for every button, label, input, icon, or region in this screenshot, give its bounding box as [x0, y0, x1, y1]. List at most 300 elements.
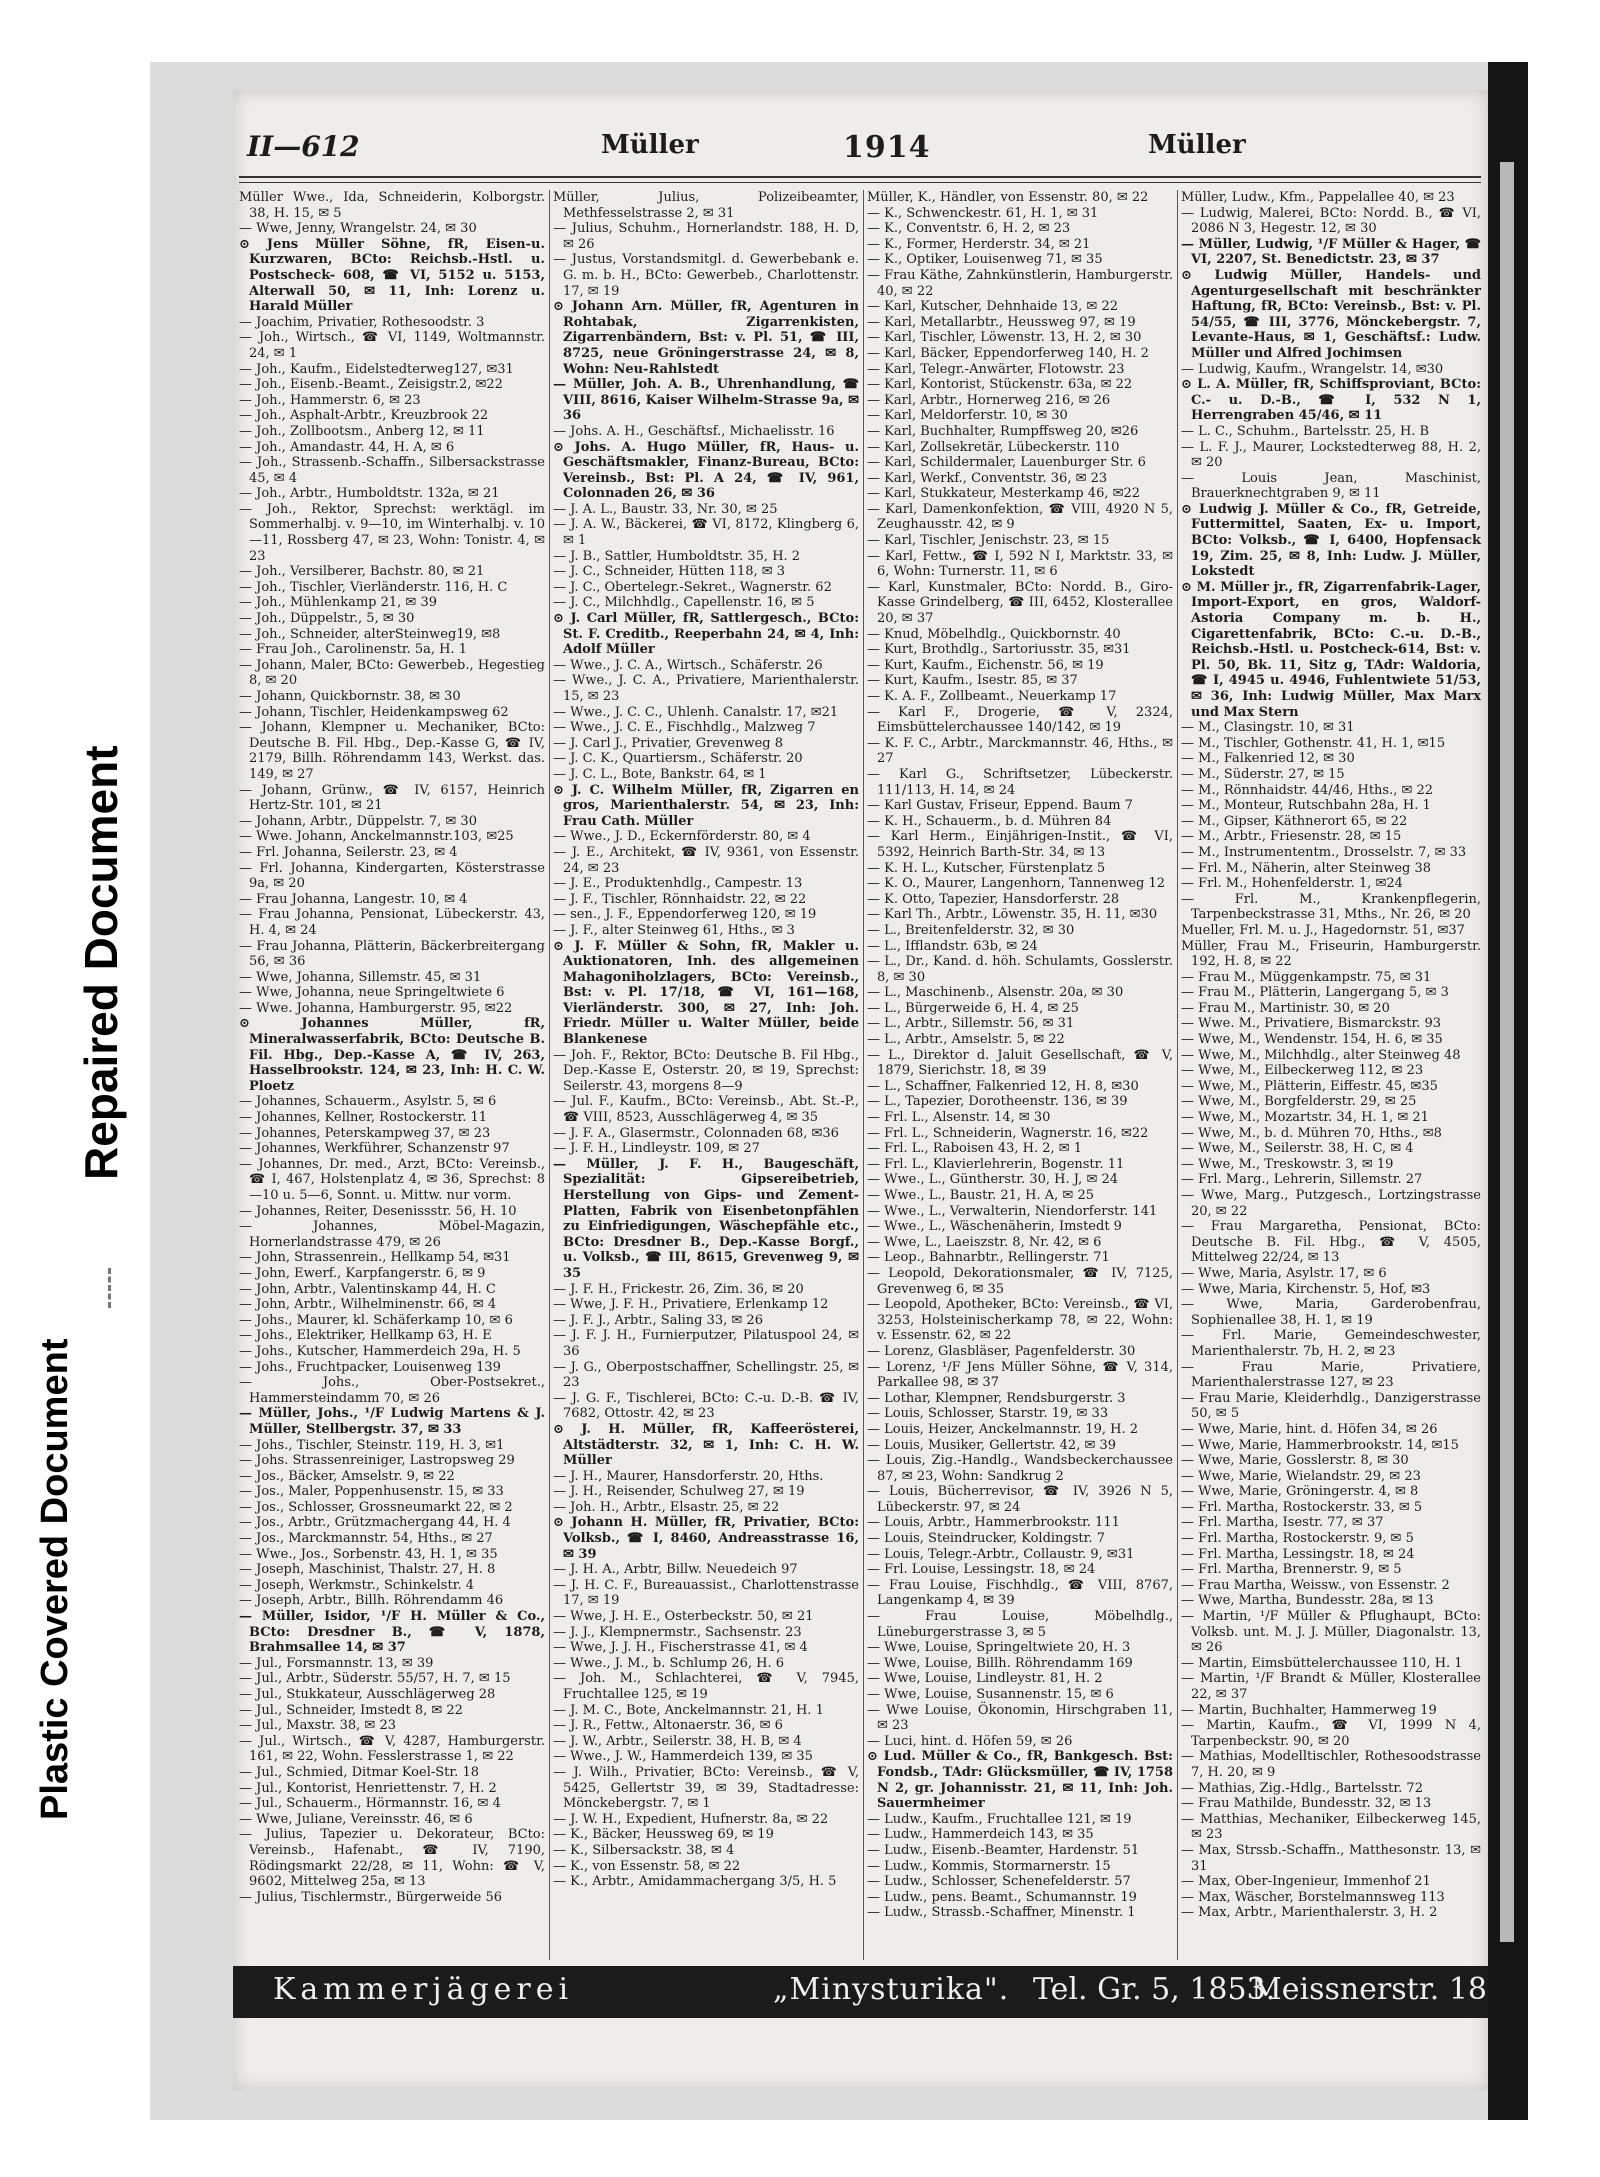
- directory-entry: Müller, Frau M., Friseurin, Hamburgerstr. 192, H. 8, ✉ 22: [1181, 938, 1481, 970]
- directory-entry: — Matthias, Mechaniker, Eilbeckerweg 145, ✉ 23: [1181, 1811, 1481, 1843]
- column-divider: [863, 190, 864, 1960]
- header-surname-left: Müller: [601, 130, 699, 160]
- directory-entry: — J. C., Schneider, Hütten 118, ✉ 3: [553, 564, 786, 580]
- directory-entry: — Wwe, Louise, Billh. Röhrendamm 169: [867, 1655, 1133, 1671]
- column-divider: [549, 190, 550, 1960]
- directory-entry: — K., Schwenckestr. 61, H. 1, ✉ 31: [867, 205, 1099, 221]
- directory-entry: — Wwe. Johanna, Hamburgerstr. 95, ✉22: [239, 1000, 513, 1016]
- directory-entry: — Jos., Bäcker, Amselstr. 9, ✉ 22: [239, 1468, 455, 1484]
- directory-entry: — Johs., Maurer, kl. Schäferkamp 10, ✉ 6: [239, 1312, 513, 1328]
- directory-entry: — Joachim, Privatier, Rothesoodstr. 3: [239, 314, 485, 330]
- directory-entry: — J. H., Maurer, Hansdorferstr. 20, Hths.: [553, 1468, 824, 1484]
- directory-entry: — Louis, Steindrucker, Koldingstr. 7: [867, 1531, 1105, 1547]
- directory-entry: — Jos., Marckmannstr. 54, Hths., ✉ 27: [239, 1531, 493, 1547]
- directory-entry: Müller Wwe., Ida, Schneiderin, Kolborgstr. 38, H. 15, ✉ 5: [239, 190, 545, 221]
- directory-entry: — Wwe, M., Milchhdlg., alter Steinweg 48: [1181, 1047, 1461, 1063]
- directory-entry: — L. C., Schuhm., Bartelsstr. 25, H. B: [1181, 423, 1430, 439]
- directory-entry: — J. F. H., Frickestr. 26, Zim. 36, ✉ 20: [553, 1281, 804, 1297]
- directory-entry: — Wwe. M., Privatiere, Bismarckstr. 93: [1181, 1016, 1442, 1032]
- directory-entry: — Ludw., Kommis, Stormarnerstr. 15: [867, 1858, 1111, 1874]
- directory-entry: — Martin, ¹/F Brandt & Müller, Klosterallee 22, ✉ 37: [1181, 1671, 1481, 1702]
- directory-entry: — Frl. Marie, Gemeindeschwester, Marienthalerstr. 7b, H. 2, ✉ 23: [1181, 1328, 1481, 1359]
- side-dash-mark: [108, 1268, 114, 1308]
- directory-entry: — Frl. M., Hohenfelderstr. 1, ✉24: [1181, 876, 1403, 892]
- directory-entry: — M., Monteur, Rutschbahn 28a, H. 1: [1181, 798, 1431, 814]
- directory-entry: — Joh., Arbtr., Humboldtstr. 132a, ✉ 21: [239, 486, 500, 502]
- directory-entry: — Karl, Buchhalter, Rumpffsweg 20, ✉26: [867, 423, 1139, 439]
- directory-entry: — Karl, Meldorferstr. 10, ✉ 30: [867, 408, 1068, 424]
- directory-entry: — Karl, Kunstmaler, BCto: Nordd. B., Giro-Kasse Grindelberg, ☎ III, 6452, Klosterallee 20, ✉ 37: [867, 579, 1173, 627]
- directory-entry: — J. F. H., Lindleystr. 109, ✉ 27: [553, 1141, 760, 1157]
- directory-entry: — Wwe, M., b. d. Mühren 70, Hths., ✉8: [1181, 1125, 1442, 1141]
- directory-entry: — L., Maschinenb., Alsenstr. 20a, ✉ 30: [867, 985, 1124, 1001]
- directory-entry: — Müller, Ludwig, ¹/F Müller & Hager, ☎ VI, 2207, St. Benedictstr. 23, ✉ 37: [1181, 236, 1481, 268]
- directory-entry: — J. A. W., Bäckerei, ☎ VI, 8172, Klingberg 6, ✉ 1: [553, 517, 859, 549]
- directory-entry: — Julius, Schuhm., Hornerlandstr. 188, H. D, ✉ 26: [553, 221, 859, 252]
- directory-entry: — Wwe, J. J. H., Fischerstrasse 41, ✉ 4: [553, 1640, 808, 1656]
- directory-entry: — Wwe, Marie, Wielandstr. 29, ✉ 23: [1181, 1468, 1421, 1484]
- directory-entry: — Wwe, M., Eilbeckerweg 112, ✉ 23: [1181, 1063, 1424, 1079]
- directory-entry: — Wwe, M., Plätterin, Eiffestr. 45, ✉35: [1181, 1078, 1438, 1094]
- directory-entry: — Wwe., J. C. A., Wirtsch., Schäferstr. 26: [553, 657, 823, 673]
- directory-entry: — Wwe, Maria, Kirchenstr. 5, Hof, ✉3: [1181, 1281, 1431, 1297]
- directory-entry: — Mathias, Zig.-Hdlg., Bartelsstr. 72: [1181, 1780, 1423, 1796]
- directory-entry: Mueller, Frl. M. u. J., Hagedornstr. 51, ✉37: [1181, 922, 1465, 938]
- directory-entry: — Justus, Vorstandsmitgl. d. Gewerbebank e. G. m. b. H., BCto: Gewerbeb., Charlottenstr. 17, ✉ 19: [553, 252, 859, 299]
- directory-entry: — Max, Wäscher, Borstelmannsweg 113: [1181, 1889, 1445, 1905]
- directory-entry: — Müller, Isidor, ¹/F H. Müller & Co., BCto: Dresdner B., ☎ V, 1878, Brahmsallee 14, ✉ 37: [239, 1609, 545, 1656]
- directory-entry: — Wwe, Maria, Garderobenfrau, Sophienallee 38, H. 1, ✉ 19: [1181, 1297, 1481, 1328]
- directory-entry: — Leopold, Apotheker, BCto: Vereinsb., ☎ VI, 3253, Holsteinischerkamp 78, ✉ 22, Wohn: v. Essenstr. 62, ✉ 22: [867, 1297, 1173, 1344]
- directory-entry: — Ludw., Kaufm., Fruchtallee 121, ✉ 19: [867, 1811, 1132, 1827]
- directory-entry: — J. A. L., Baustr. 33, Nr. 30, ✉ 25: [553, 501, 778, 517]
- directory-entry: — Wwe, Johanna, Sillemstr. 45, ✉ 31: [239, 969, 482, 985]
- directory-entry: — J. H., Reisender, Schulweg 27, ✉ 19: [553, 1484, 805, 1500]
- directory-entry: — M., Instrumententm., Drosselstr. 7, ✉ 33: [1181, 844, 1467, 860]
- directory-entry: — M., Tischler, Gothenstr. 41, H. 1, ✉15: [1181, 735, 1446, 751]
- directory-entry: — Karl Gustav, Friseur, Eppend. Baum 7: [867, 798, 1133, 814]
- directory-entry: — Joh., Strassenb.-Schaffn., Silbersackstrasse 45, ✉ 4: [239, 455, 545, 486]
- directory-entry: — Lorenz, ¹/F Jens Müller Söhne, ☎ V, 314, Parkallee 98, ✉ 37: [867, 1359, 1173, 1391]
- directory-entry: — Karl, Arbtr., Hornerweg 216, ✉ 26: [867, 392, 1111, 408]
- directory-entry: — Martin, Buchhalter, Hammerweg 19: [1181, 1702, 1437, 1718]
- directory-entry: — Johannes, Kellner, Rostockerstr. 11: [239, 1110, 488, 1126]
- directory-entry: — Wwe, Johanna, neue Springeltwiete 6: [239, 985, 505, 1001]
- directory-entry: — Karl Th., Arbtr., Löwenstr. 35, H. 11, ✉30: [867, 907, 1158, 923]
- directory-entry: — Knud, Möbelhdlg., Quickbornstr. 40: [867, 626, 1121, 642]
- directory-entry: — Wwe, M., Seilerstr. 38, H. C, ✉ 4: [1181, 1141, 1414, 1157]
- directory-entry: — Mathias, Modelltischler, Rothesoodstrasse 7, H. 20, ✉ 9: [1181, 1749, 1481, 1780]
- advertisement-banner: [233, 1966, 1488, 2018]
- directory-entry: — Wwe, J. F. H., Privatiere, Erlenkamp 12: [553, 1297, 829, 1313]
- directory-entry: — J. F., alter Steinweg 61, Hths., ✉ 3: [553, 922, 795, 938]
- directory-entry: ⊙ Johannes Müller, fR, Mineralwasserfabrik, BCto: Deutsche B. Fil. Hbg., Dep.-Kasse A, ☎ IV, 263, Hasselbrookstr. 124, ✉ 23, Inh: H. C. W. Ploetz: [239, 1016, 545, 1094]
- directory-entry: — Wwe, Louise, Lindleystr. 81, H. 2: [867, 1671, 1103, 1687]
- directory-entry: — Frau M., Martinistr. 30, ✉ 20: [1181, 1000, 1390, 1016]
- directory-entry: ⊙ Ludwig Müller, Handels- und Agenturgesellschaft mit beschränkter Haftung, fR, BCto: Vereinsb., Bst: v. Pl. 54/55, ☎ III, 3776, Mönckebergstr. 7, Levante-Haus, ✉ 1, Geschäftsf.: Ludw. Müller und Alfred Jochimsen: [1181, 267, 1481, 361]
- directory-entry: — M., Süderstr. 27, ✉ 15: [1181, 766, 1345, 782]
- directory-entry: — Johann, Arbtr., Düppelstr. 7, ✉ 30: [239, 813, 477, 829]
- directory-entry: — Ludw., pens. Beamt., Schumannstr. 19: [867, 1889, 1137, 1905]
- directory-entry: — Karl G., Schriftsetzer, Lübeckerstr. 111/113, H. 14, ✉ 24: [867, 766, 1173, 798]
- directory-entry: — Wwe., Jos., Sorbenstr. 43, H. 1, ✉ 35: [239, 1546, 498, 1562]
- directory-entry: — Karl, Metallarbtr., Heussweg 97, ✉ 19: [867, 314, 1136, 330]
- directory-entry: — Ludw., Schlosser, Schenefelderstr. 57: [867, 1874, 1131, 1890]
- directory-entry: — K., Arbtr., Amidammachergang 3/5, H. 5: [553, 1874, 837, 1890]
- directory-entry: — L., Bürgerweide 6, H. 4, ✉ 25: [867, 1000, 1079, 1016]
- directory-entry: — J. C. L., Bote, Bankstr. 64, ✉ 1: [553, 766, 767, 782]
- directory-entry: — K., Optiker, Louisenweg 71, ✉ 35: [867, 252, 1103, 268]
- directory-entry: — Frl. L., Klavierlehrerin, Bogenstr. 11: [867, 1156, 1125, 1172]
- directory-entry: — Frau Martha, Weissw., von Essenstr. 2: [1181, 1577, 1450, 1593]
- column-3: [867, 190, 1175, 1960]
- directory-entry: — Joseph, Werkmstr., Schinkelstr. 4: [239, 1577, 475, 1593]
- directory-entry: — Frau Joh., Carolinenstr. 5a, H. 1: [239, 642, 468, 658]
- directory-entry: — Johs., Kutscher, Hammerdeich 29a, H. 5: [239, 1343, 521, 1359]
- directory-entry: — J. J., Klempnermstr., Sachsenstr. 23: [553, 1624, 802, 1640]
- directory-entry: — Joh., Tischler, Vierländerstr. 116, H. C: [239, 579, 508, 595]
- directory-entry: — Karl, Schildermaler, Lauenburger Str. 6: [867, 455, 1146, 471]
- directory-entry: — Frau Johanna, Plätterin, Bäckerbreitergang 56, ✉ 36: [239, 938, 545, 970]
- directory-entry: — Johannes, Werkführer, Schanzenstr 97: [239, 1141, 510, 1157]
- directory-entry: — Frl. Martha, Rostockerstr. 33, ✉ 5: [1181, 1499, 1423, 1515]
- header-surname-right: Müller: [1148, 130, 1246, 160]
- directory-entry: — John, Ewerf., Karpfangerstr. 6, ✉ 9: [239, 1265, 486, 1281]
- directory-entry: — Johann, Klempner u. Mechaniker, BCto: Deutsche B. Fil. Hbg., Dep.-Kasse G, ☎ IV, 2179, Billh. Röhrendamm 143, Werkst. das. 149, ✉ 27: [239, 720, 545, 782]
- directory-entry: — Wwe., L., Güntherstr. 30, H. J, ✉ 24: [867, 1172, 1119, 1188]
- directory-entry: — L., Ifflandstr. 63b, ✉ 24: [867, 938, 1038, 954]
- directory-entry: — Ludw., Strassb.-Schaffner, Minenstr. 1: [867, 1905, 1136, 1921]
- directory-entry: — Luci, hint. d. Höfen 59, ✉ 26: [867, 1733, 1073, 1749]
- directory-entry: — Frau Marie, Kleiderhdlg., Danzigerstrasse 50, ✉ 5: [1181, 1390, 1481, 1422]
- directory-entry: — Leop., Bahnarbtr., Rellingerstr. 71: [867, 1250, 1110, 1266]
- directory-entry: — J. G., Oberpostschaffner, Schellingstr. 25, ✉ 23: [553, 1359, 859, 1391]
- column-2: [553, 190, 861, 1960]
- ad-brand-name: „Minysturika".: [773, 1972, 1010, 2007]
- directory-entry: — Karl, Tischler, Löwenstr. 13, H. 2, ✉ 30: [867, 330, 1142, 346]
- directory-entry: — Karl, Stukkateur, Mesterkamp 46, ✉22: [867, 486, 1141, 502]
- directory-entry: — Ludwig, Malerei, BCto: Nordd. B., ☎ VI, 2086 N 3, Hegestr. 12, ✉ 30: [1181, 205, 1481, 237]
- page-header: [233, 130, 1488, 170]
- directory-entry: — J. F. J., Arbtr., Saling 33, ✉ 26: [553, 1312, 763, 1328]
- directory-entry: — Kurt, Kaufm., Isestr. 85, ✉ 37: [867, 673, 1078, 689]
- directory-entry: ⊙ J. H. Müller, fR, Kaffeerösterei, Altstädterstr. 32, ✉ 1, Inh: C. H. W. Müller: [553, 1421, 859, 1469]
- directory-entry: — Johannes, Möbel-Magazin, Hornerlandstrasse 479, ✉ 26: [239, 1219, 545, 1250]
- directory-entry: — Joh., Düppelstr., 5, ✉ 30: [239, 611, 415, 627]
- directory-entry: — Frl. M., Näherin, alter Steinweg 38: [1181, 860, 1432, 876]
- directory-entry: — Johann, Quickbornstr. 38, ✉ 30: [239, 689, 461, 704]
- directory-entry: — Martin, ¹/F Müller & Pflughaupt, BCto: Volksb. unt. M. J. J. Müller, Diagonalstr. 13, ✉ 26: [1181, 1609, 1481, 1656]
- directory-entry: — Johannes, Dr. med., Arzt, BCto: Vereinsb., ☎ I, 467, Holstenplatz 4, ✉ 36, Sprechst: 8—10 u. 5—6, Sonnt. u. Mittw. nur vorm.: [239, 1156, 545, 1203]
- directory-entry: — Frau Johanna, Pensionat, Lübeckerstr. 43, H. 4, ✉ 24: [239, 907, 545, 938]
- directory-entry: — K. H. L., Kutscher, Fürstenplatz 5: [867, 860, 1106, 876]
- page-number: II—612: [247, 130, 360, 163]
- directory-entry: — Frl. Martha, Isestr. 77, ✉ 37: [1181, 1515, 1384, 1531]
- directory-entry: — J. C., Obertelegr.-Sekret., Wagnerstr. 62: [553, 579, 832, 595]
- directory-entry: — Frl. L., Alsenstr. 14, ✉ 30: [867, 1110, 1051, 1126]
- directory-entry: — Wwe, M., Treskowstr. 3, ✉ 19: [1181, 1156, 1394, 1172]
- directory-entry: — J. E., Produktenhdlg., Campestr. 13: [553, 876, 803, 892]
- directory-entry: — Johann, Maler, BCto: Gewerbeb., Hegestieg 8, ✉ 20: [239, 657, 545, 689]
- directory-entry: — Jul., Wirtsch., ☎ V, 4287, Hamburgerstr. 161, ✉ 22, Wohn. Fesslerstrasse 1, ✉ 22: [239, 1733, 545, 1765]
- directory-entry: — Wwe, M., Borgfelderstr. 29, ✉ 25: [1181, 1094, 1417, 1110]
- directory-entry: — K. O., Maurer, Langenhorn, Tannenweg 12: [867, 876, 1166, 892]
- directory-entry: — Joh., Rektor, Sprechst: werktägl. im Sommerhalbj. v. 9—10, im Winterhalbj. v. 10—11, Rossberg 47, ✉ 23, Wohn: Tonistr. 4, ✉ 23: [239, 501, 545, 564]
- directory-entry: — Wwe, Marie, Gosslerstr. 8, ✉ 30: [1181, 1453, 1409, 1469]
- directory-entry: — Frl. Johanna, Kindergarten, Kösterstrasse 9a, ✉ 20: [239, 860, 545, 892]
- directory-entry: — L., Dr., Kand. d. höh. Schulamts, Gosslerstr. 8, ✉ 30: [867, 954, 1173, 985]
- directory-entry: — Joh., Eisenb.-Beamt., Zeisigstr.2, ✉22: [239, 377, 503, 393]
- directory-entry: — K., Bäcker, Heussweg 69, ✉ 19: [553, 1827, 774, 1843]
- directory-entry: — Frl. Louise, Lessingstr. 18, ✉ 24: [867, 1562, 1096, 1578]
- directory-entry: — Martin, Kaufm., ☎ VI, 1999 N 4, Tarpenbeckstr. 90, ✉ 20: [1181, 1718, 1481, 1749]
- directory-entry: — Kurt, Kaufm., Eichenstr. 56, ✉ 19: [867, 657, 1104, 673]
- directory-entry: — sen., J. F., Eppendorferweg 120, ✉ 19: [553, 907, 817, 923]
- column-4: [1181, 190, 1483, 1960]
- directory-entry: — Frau Margaretha, Pensionat, BCto: Deutsche B. Fil. Hbg., ☎ V, 4505, Mittelweg 22/24, ✉ 13: [1181, 1219, 1481, 1266]
- directory-entry: — Frl. Martha, Rostockerstr. 9, ✉ 5: [1181, 1531, 1414, 1547]
- directory-entry: — Joh., Kaufm., Eidelstedterweg127, ✉31: [239, 361, 514, 377]
- column-divider: [1177, 190, 1178, 1960]
- directory-entry: — Joh., Zollbootsm., Anberg 12, ✉ 11: [239, 423, 485, 439]
- directory-entry: — M., Falkenried 12, ✉ 30: [1181, 751, 1355, 767]
- directory-entry: — Louis, Schlosser, Starstr. 19, ✉ 33: [867, 1406, 1109, 1422]
- directory-entry: — Wwe., J. C. A., Privatiere, Marienthalerstr. 15, ✉ 23: [553, 673, 859, 704]
- directory-entry: — J. C., Milchhdlg., Capellenstr. 16, ✉ 5: [553, 595, 815, 611]
- directory-entry: — Louis, Heizer, Anckelmannstr. 19, H. 2: [867, 1421, 1139, 1437]
- directory-entry: — Karl, Kontorist, Stückenstr. 63a, ✉ 22: [867, 377, 1133, 393]
- directory-entry: ⊙ Johann Arn. Müller, fR, Agenturen in Rohtabak, Zigarrenkisten, Zigarrenbändern, Bst: v. Pl. 51, ☎ III, 8725, neue Gröningerstrasse 24, ✉ 8, Wohn: Neu-Rahlstedt: [553, 299, 859, 377]
- directory-entry: — M., Arbtr., Friesenstr. 28, ✉ 15: [1181, 829, 1402, 845]
- directory-entry: — Kurt, Brothdlg., Sartoriusstr. 35, ✉31: [867, 642, 1131, 658]
- directory-entry: — J. W., Arbtr., Seilerstr. 38, H. B, ✉ 4: [553, 1733, 802, 1749]
- directory-entry: — M., Gipser, Käthnerort 65, ✉ 22: [1181, 813, 1408, 829]
- directory-entry: — Lothar, Klempner, Rendsburgerstr. 3: [867, 1390, 1126, 1406]
- directory-entry: — Jul., Arbtr., Süderstr. 55/57, H. 7, ✉ 15: [239, 1671, 511, 1687]
- directory-entry: — Wwe, Marie, Hammerbrookstr. 14, ✉15: [1181, 1437, 1459, 1453]
- directory-entry: — Müller, Joh. A. B., Uhrenhandlung, ☎ VIII, 8616, Kaiser Wilhelm-Strasse 9a, ✉ 36: [553, 377, 859, 424]
- directory-entry: — K., Former, Herderstr. 34, ✉ 21: [867, 236, 1091, 252]
- directory-entry: ⊙ Johann H. Müller, fR, Privatier, BCto: Volksb., ☎ I, 8460, Andreasstrasse 16, ✉ 39: [553, 1515, 859, 1562]
- directory-entry: — Jul. F., Kaufm., BCto: Vereinsb., Abt. St.-P., ☎ VIII, 8523, Ausschlägerweg 4, ✉ 35: [553, 1094, 859, 1126]
- directory-entry: — J. H. A., Arbtr, Billw. Neuedeich 97: [553, 1562, 798, 1578]
- directory-entry: Müller, Ludw., Kfm., Pappelallee 40, ✉ 23: [1181, 190, 1455, 205]
- ad-business-name: Kammerjägerei: [273, 1972, 574, 2007]
- directory-entry: — Frau Marie, Privatiere, Marienthalerstrasse 127, ✉ 23: [1181, 1359, 1481, 1391]
- directory-entry: — J. H. C. F., Bureauassist., Charlottenstrasse 17, ✉ 19: [553, 1577, 859, 1609]
- directory-entry: — Joh., Mühlenkamp 21, ✉ 39: [239, 595, 438, 611]
- directory-entry: — Joh., Schneider, alterSteinweg19, ✉8: [239, 626, 501, 642]
- directory-entry: ⊙ Ludwig J. Müller & Co., fR, Getreide, Futtermittel, Saaten, Ex- u. Import, BCto: Volksb., ☎ I, 6400, Hopfensack 19, Zim. 25, ✉ 8, Inh: Ludw. J. Müller, Lokstedt: [1181, 501, 1481, 580]
- directory-entry: — Wwe, Marg., Putzgesch., Lortzingstrasse 20, ✉ 22: [1181, 1188, 1481, 1219]
- directory-entry: — Frau M., Müggenkampstr. 75, ✉ 31: [1181, 969, 1432, 985]
- directory-entry: — Karl, Fettw., ☎ I, 592 N I, Marktstr. 33, ✉ 6, Wohn: Turnerstr. 11, ✉ 6: [867, 548, 1173, 580]
- directory-entry: — Louis Jean, Maschinist, Brauerknechtgraben 9, ✉ 11: [1181, 470, 1481, 502]
- directory-entry: — M., Rönnhaidstr. 44/46, Hths., ✉ 22: [1181, 782, 1434, 798]
- directory-entry: — L., Schaffner, Falkenried 12, H. 8, ✉30: [867, 1078, 1139, 1094]
- directory-entry: — Johann, Grünw., ☎ IV, 6157, Heinrich Hertz-Str. 101, ✉ 21: [239, 782, 545, 814]
- directory-entry: — Frl. Marg., Lehrerin, Sillemstr. 27: [1181, 1172, 1423, 1188]
- directory-entry: — Joh., Wirtsch., ☎ VI, 1149, Woltmannstr. 24, ✉ 1: [239, 330, 545, 361]
- directory-entry: — Karl, Kutscher, Dehnhaide 13, ✉ 22: [867, 299, 1118, 315]
- directory-entry: — Jos., Arbtr., Grützmachergang 44, H. 4: [239, 1515, 511, 1531]
- directory-entry: — Wwe, L., Laeiszstr. 8, Nr. 42, ✉ 6: [867, 1234, 1102, 1250]
- directory-entry: — Wwe., J. M., b. Schlump 26, H. 6: [553, 1655, 785, 1671]
- directory-entry: Müller, Julius, Polizeibeamter, Methfesselstrasse 2, ✉ 31: [553, 190, 859, 221]
- directory-entry: — Wwe., J. W., Hammerdeich 139, ✉ 35: [553, 1749, 813, 1765]
- directory-entry: — Louis, Arbtr., Hammerbrookstr. 111: [867, 1515, 1120, 1531]
- directory-entry: — Ludw., Eisenb.-Beamter, Hardenstr. 51: [867, 1842, 1140, 1858]
- directory-entry: ⊙ Lud. Müller & Co., fR, Bankgesch. Bst: Fondsb., TAdr: Glücksmüller, ☎ IV, 1758 N 2, gr. Johannisstr. 21, ✉ 11, Inh: Joh. Sauermheimer: [867, 1749, 1173, 1812]
- directory-entry: — Johs., Fruchtpacker, Louisenweg 139: [239, 1359, 501, 1375]
- directory-entry: — Karl, Telegr.-Anwärter, Flotowstr. 23: [867, 361, 1125, 377]
- repaired-document-label: Repaired Document: [75, 745, 127, 1180]
- directory-entry: — Joseph, Maschinist, Thalstr. 27, H. 8: [239, 1562, 496, 1578]
- directory-entry: ⊙ L. A. Müller, fR, Schiffsproviant, BCto: C.- u. D.-B., ☎ I, 532 N 1, Herrengraben 45/46, ✉ 11: [1181, 377, 1481, 424]
- directory-entry: — Wwe., L., Verwalterin, Niendorferstr. 141: [867, 1203, 1158, 1219]
- directory-entry: — Johs. Strassenreiniger, Lastropsweg 29: [239, 1453, 515, 1469]
- directory-entry: — K. A. F., Zollbeamt., Neuerkamp 17: [867, 689, 1117, 704]
- directory-entry: — Frau Mathilde, Bundesstr. 32, ✉ 13: [1181, 1796, 1432, 1812]
- directory-entry: — Jul., Stukkateur, Ausschlägerweg 28: [239, 1687, 496, 1702]
- directory-entry: — Jul., Schauerm., Hörmannstr. 16, ✉ 4: [239, 1796, 501, 1812]
- directory-entry: — Johs., Ober-Postsekret., Hammersteindamm 70, ✉ 26: [239, 1375, 545, 1406]
- directory-entry: — Jul., Maxstr. 38, ✉ 23: [239, 1718, 396, 1734]
- directory-entry: — K. Otto, Tapezier, Hansdorferstr. 28: [867, 891, 1120, 907]
- directory-entry: — Frl. Johanna, Seilerstr. 23, ✉ 4: [239, 844, 458, 860]
- directory-entry: — Joh., Amandastr. 44, H. A, ✉ 6: [239, 439, 455, 455]
- directory-entry: — Frl. L., Raboisen 43, H. 2, ✉ 1: [867, 1141, 1083, 1157]
- directory-entry: — John, Arbtr., Valentinskamp 44, H. C: [239, 1281, 496, 1297]
- directory-entry: — Karl, Zollsekretär, Lübeckerstr. 110: [867, 439, 1120, 455]
- directory-page: [233, 90, 1488, 2090]
- directory-entry: — J. F., Tischler, Rönnhaidstr. 22, ✉ 22: [553, 891, 807, 907]
- directory-entry: — J. W. H., Expedient, Hufnerstr. 8a, ✉ 22: [553, 1811, 829, 1827]
- directory-entry: — Max, Arbtr., Marienthalerstr. 3, H. 2: [1181, 1905, 1438, 1921]
- directory-entry: ⊙ J. C. Wilhelm Müller, fR, Zigarren en gros, Marienthalerstr. 54, ✉ 23, Inh: Frau Cath. Müller: [553, 782, 859, 829]
- directory-entry: — Wwe, M., Wendenstr. 154, H. 6, ✉ 35: [1181, 1032, 1443, 1048]
- directory-entry: — Frl. Martha, Lessingstr. 18, ✉ 24: [1181, 1546, 1415, 1562]
- directory-entry: ⊙ J. F. Müller & Sohn, fR, Makler u. Auktionatoren, Inh. des allgemeinen Mahagoniholzlagers, BCto: Vereinsb., Bst: v. Pl. 17/18, ☎ VI, 161—168, Vierländerstr. 300, ✉ 27, Inh: Joh. Friedr. Müller u. Walter Müller, beide Blankenese: [553, 938, 859, 1048]
- archive-side-labels: [20, 620, 130, 1820]
- directory-entry: — Johs. A. H., Geschäftsf., Michaelisstr. 16: [553, 423, 835, 439]
- directory-entry: — Wwe, Maria, Asylstr. 17, ✉ 6: [1181, 1265, 1387, 1281]
- directory-entry: — L., Tapezier, Dorotheenstr. 136, ✉ 39: [867, 1094, 1128, 1110]
- directory-entry: — J. Carl J., Privatier, Grevenweg 8: [553, 735, 783, 751]
- directory-entry: — J. M. C., Bote, Anckelmannstr. 21, H. 1: [553, 1702, 824, 1718]
- directory-entry: — L., Direktor d. Jaluit Gesellschaft, ☎ V, 1879, Sierichstr. 18, ✉ 39: [867, 1047, 1173, 1079]
- ad-address: Meissnerstr. 18: [1251, 1972, 1488, 2007]
- directory-entry: ⊙ Johs. A. Hugo Müller, fR, Haus- u. Geschäftsmakler, Finanz-Bureau, BCto: Vereinsb., Bst: Pl. A 24, ☎ IV, 961, Colonnaden 26, ✉ 36: [553, 439, 859, 502]
- directory-entry: — Frau M., Plätterin, Langergang 5, ✉ 3: [1181, 985, 1449, 1001]
- directory-entry: — Wwe, Louise, Springeltwiete 20, H. 3: [867, 1640, 1131, 1656]
- directory-entry: — Karl, Damenkonfektion, ☎ VIII, 4920 N 5, Zeughausstr. 42, ✉ 9: [867, 501, 1173, 533]
- directory-entry: — J. F. J. H., Furnierputzer, Pilatuspool 24, ✉ 36: [553, 1328, 859, 1359]
- plastic-covered-label: Plastic Covered Document: [34, 1338, 76, 1820]
- directory-entry: — Jos., Schlosser, Grossneumarkt 22, ✉ 2: [239, 1499, 513, 1515]
- directory-entry: — L., Arbtr., Sillemstr. 56, ✉ 31: [867, 1016, 1075, 1032]
- directory-entry: — Karl, Tischler, Jenischstr. 23, ✉ 15: [867, 533, 1110, 549]
- directory-entry: — Wwe., L., Baustr. 21, H. A, ✉ 25: [867, 1188, 1094, 1203]
- directory-entry: — Jul., Forsmannstr. 13, ✉ 39: [239, 1655, 434, 1671]
- directory-entry: — Martin, Eimsbüttelerchaussee 110, H. 1: [1181, 1655, 1463, 1671]
- directory-entry: — Joh., Hammerstr. 6, ✉ 23: [239, 392, 421, 408]
- directory-entry: — Lorenz, Glasbläser, Pagenfelderstr. 30: [867, 1343, 1136, 1359]
- directory-entry: — Julius, Tischlermstr., Bürgerweide 56: [239, 1889, 503, 1905]
- directory-entry: Müller, K., Händler, von Essenstr. 80, ✉ 22: [867, 190, 1149, 205]
- directory-entry: ⊙ Jens Müller Söhne, fR, Eisen-u. Kurzwaren, BCto: Reichsb.-Hstl. u. Postscheck- 608, ☎ VI, 5152 u. 5153, Alterwall 50, ✉ 11, Inh: Lorenz u. Harald Müller: [239, 236, 545, 315]
- directory-entry: — Johs., Elektriker, Hellkamp 63, H. E: [239, 1328, 492, 1344]
- directory-entry: — Müller, J. F. H., Baugeschäft, Spezialität: Gipsereibetrieb, Herstellung von Gips- und Zement-Platten, Fabrik von Eisenbetonpfählen zu Einfriedigungen, Wäschepfähle etc., BCto: Dresdner B., Dep.-Kasse Borgf., u. Volksb., ☎ III, 8615, Grevenweg 9, ✉ 35: [553, 1156, 859, 1281]
- directory-entry: — Ludw., Hammerdeich 143, ✉ 35: [867, 1827, 1094, 1843]
- directory-entry: — Max, Ober-Ingenieur, Immenhof 21: [1181, 1874, 1431, 1890]
- directory-entry: — John, Arbtr., Wilhelminenstr. 66, ✉ 4: [239, 1297, 497, 1313]
- directory-entry: — Wwe., J. D., Eckernförderstr. 80, ✉ 4: [553, 829, 811, 845]
- directory-entry: — Jos., Maler, Poppenhusenstr. 15, ✉ 33: [239, 1484, 504, 1500]
- directory-entry: — Johs., Tischler, Steinstr. 119, H. 3, ✉1: [239, 1437, 505, 1453]
- directory-entry: — K., Silbersackstr. 38, ✉ 4: [553, 1842, 735, 1858]
- directory-entry: — Müller, Johs., ¹/F Ludwig Martens & J. Müller, Stellbergstr. 37, ✉ 33: [239, 1406, 545, 1437]
- scanned-sheet: [150, 62, 1528, 2120]
- directory-entry: — Max, Strssb.-Schaffn., Matthesonstr. 13, ✉ 31: [1181, 1842, 1481, 1874]
- directory-entry: — Frl. Martha, Brennerstr. 9, ✉ 5: [1181, 1562, 1402, 1578]
- header-year: 1914: [843, 130, 931, 165]
- directory-entry: — Wwe, Jenny, Wrangelstr. 24, ✉ 30: [239, 221, 477, 237]
- directory-entry: — Wwe, J. H. E., Osterbeckstr. 50, ✉ 21: [553, 1609, 814, 1625]
- directory-entry: — Frau Johanna, Langestr. 10, ✉ 4: [239, 891, 468, 907]
- directory-entry: — Wwe, Juliane, Vereinsstr. 46, ✉ 6: [239, 1811, 473, 1827]
- directory-entry: — Johannes, Peterskampweg 37, ✉ 23: [239, 1125, 491, 1141]
- directory-entry: — Joh. F., Rektor, BCto: Deutsche B. Fil Hbg., Dep.-Kasse E, Osterstr. 20, ✉ 19, Sprechst: Seilerstr. 43, morgens 8—9: [553, 1047, 859, 1094]
- directory-entry: — Julius, Tapezier u. Dekorateur, BCto: Vereinsb., Hafenabt., ☎ IV, 7190, Rödingsmarkt 22/28, ✉ 11, Wohn: ☎ V, 9602, Mittelweg 25a, ✉ 13: [239, 1827, 545, 1890]
- directory-entry: — Wwe., J. C. E., Fischhdlg., Malzweg 7: [553, 720, 816, 736]
- directory-entry: — Jul., Schmied, Ditmar Koel-Str. 18: [239, 1764, 479, 1780]
- directory-entry: — Wwe Louise, Ökonomin, Hirschgraben 11, ✉ 23: [867, 1702, 1173, 1734]
- directory-entry: — L., Breitenfelderstr. 32, ✉ 30: [867, 922, 1075, 938]
- directory-entry: — Karl, Werkf., Conventstr. 36, ✉ 23: [867, 470, 1108, 486]
- directory-entry: — Wwe. Johann, Anckelmannstr.103, ✉25: [239, 829, 514, 845]
- directory-columns: [239, 190, 1483, 1960]
- directory-entry: — Joh. H., Arbtr., Elsastr. 25, ✉ 22: [553, 1499, 780, 1515]
- directory-entry: — Frau Käthe, Zahnkünstlerin, Hamburgerstr. 40, ✉ 22: [867, 267, 1173, 299]
- directory-entry: — Wwe, M., Mozartstr. 34, H. 1, ✉ 21: [1181, 1110, 1429, 1126]
- directory-entry: — Johannes, Schauerm., Asylstr. 5, ✉ 6: [239, 1094, 497, 1110]
- directory-entry: — Jul., Schneider, Imstedt 8, ✉ 22: [239, 1702, 463, 1718]
- directory-entry: — Wwe, Marie, hint. d. Höfen 34, ✉ 26: [1181, 1421, 1438, 1437]
- directory-entry: — Joh., Versilberer, Bachstr. 80, ✉ 21: [239, 564, 485, 580]
- directory-entry: — Frau Louise, Fischhdlg., ☎ VIII, 8767, Langenkamp 4, ✉ 39: [867, 1577, 1173, 1609]
- directory-entry: — Louis, Telegr.-Arbtr., Collaustr. 9, ✉31: [867, 1546, 1135, 1562]
- directory-entry: — Joh. M., Schlachterei, ☎ V, 7945, Fruchtallee 125, ✉ 19: [553, 1671, 859, 1702]
- directory-entry: — J. B., Sattler, Humboldtstr. 35, H. 2: [553, 548, 801, 564]
- directory-entry: — K., von Essenstr. 58, ✉ 22: [553, 1858, 741, 1874]
- directory-entry: — Wwe., L., Wäschenäherin, Imstedt 9: [867, 1219, 1122, 1235]
- directory-entry: — Wwe., J. C. C., Uhlenh. Canalstr. 17, ✉21: [553, 704, 839, 720]
- directory-entry: — L., Arbtr., Amselstr. 5, ✉ 22: [867, 1032, 1065, 1048]
- directory-entry: — K., Conventstr. 6, H. 2, ✉ 23: [867, 221, 1071, 237]
- directory-entry: — Karl F., Drogerie, ☎ V, 2324, Eimsbüttelerchaussee 140/142, ✉ 19: [867, 704, 1173, 736]
- directory-entry: — Karl Herm., Einjährigen-Instit., ☎ VI, 5392, Heinrich Barth-Str. 34, ✉ 13: [867, 829, 1173, 860]
- directory-entry: — K. F. C., Arbtr., Marckmannstr. 46, Hths., ✉ 27: [867, 735, 1173, 767]
- ad-telephone: Tel. Gr. 5, 1853.: [1033, 1972, 1276, 2007]
- directory-entry: — Joh., Asphalt-Arbtr., Kreuzbrook 22: [239, 408, 489, 424]
- directory-entry: — L. F. J., Maurer, Lockstedterweg 88, H. 2, ✉ 20: [1181, 439, 1481, 471]
- header-rule: [239, 176, 1481, 178]
- directory-entry: — K. H., Schauerm., b. d. Mühren 84: [867, 813, 1112, 829]
- directory-entry: ⊙ J. Carl Müller, fR, Sattlergesch., BCto: St. F. Creditb., Reeperbahn 24, ✉ 4, Inh: Adolf Müller: [553, 611, 859, 658]
- directory-entry: — Joseph, Arbtr., Billh. Röhrendamm 46: [239, 1593, 504, 1609]
- directory-entry: — Johann, Tischler, Heidenkampsweg 62: [239, 704, 509, 720]
